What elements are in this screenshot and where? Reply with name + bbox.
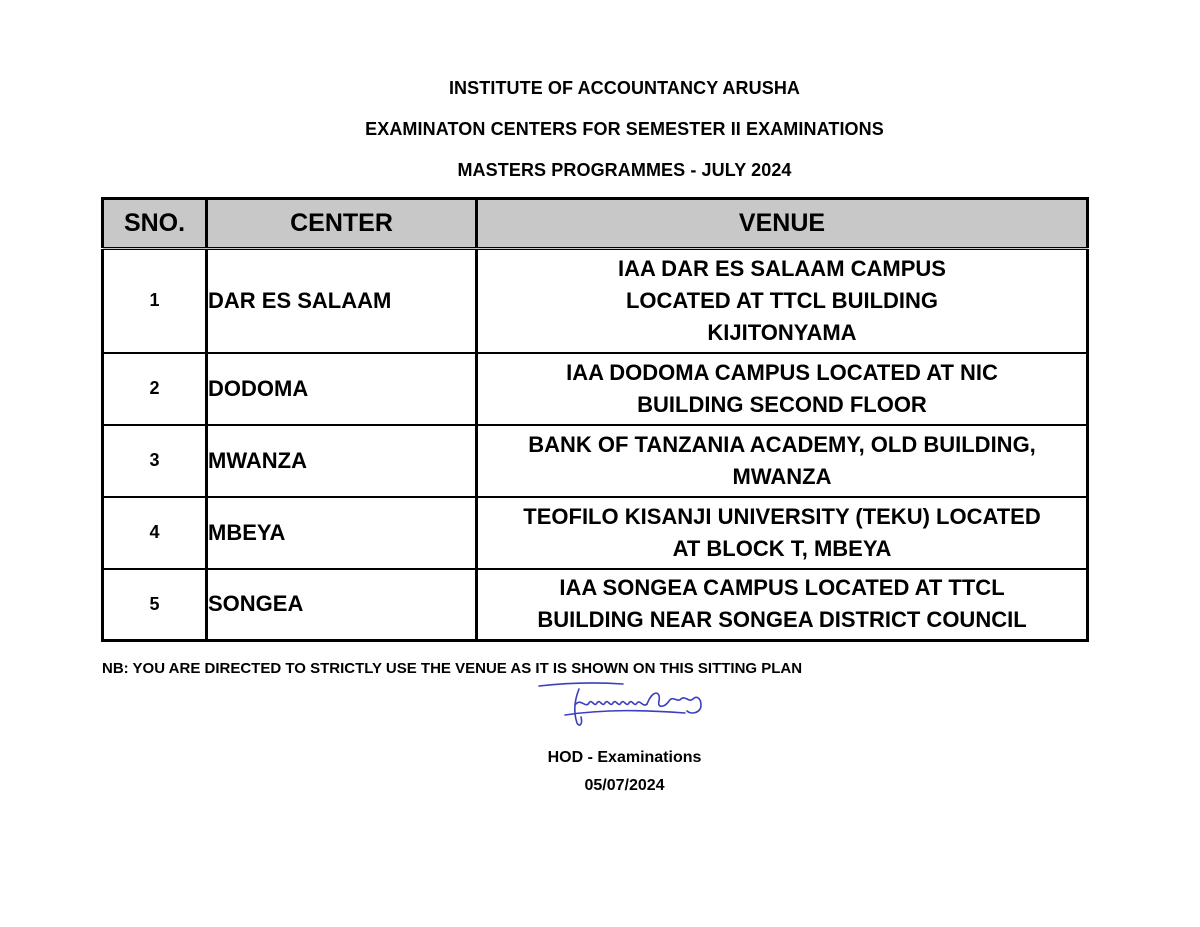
signature-image [535,677,710,735]
venue-line: BUILDING NEAR SONGEA DISTRICT COUNCIL [537,607,1027,633]
row-center: MWANZA [207,425,477,497]
venue-line: KIJITONYAMA [707,319,857,345]
column-header-center: CENTER [207,199,477,249]
table-row [103,425,1088,497]
venue-line: IAA SONGEA CAMPUS LOCATED AT TTCL [559,575,1005,601]
column-header-venue: VENUE [477,199,1088,249]
row-venue [477,249,1088,353]
row-sno: 3 [103,425,207,497]
row-venue [477,497,1088,569]
venue-line: IAA DODOMA CAMPUS LOCATED AT NIC [566,359,998,385]
row-venue [477,353,1088,425]
signer-title: HOD - Examinations [547,749,702,766]
document-subtitle: EXAMINATON CENTERS FOR SEMESTER II EXAMINATIONS [365,119,884,139]
table-row [103,353,1088,425]
venue-line: BUILDING SECOND FLOOR [637,391,927,417]
row-sno: 1 [103,249,207,353]
row-sno: 4 [103,497,207,569]
table-row [103,569,1088,641]
instruction-note: NB: YOU ARE DIRECTED TO STRICTLY USE THE VENUE AS IT IS SHOWN ON THIS SITTING PLAN [102,660,803,677]
table-header-row [103,199,1088,249]
programme-title: MASTERS PROGRAMMES - JULY 2024 [457,160,792,180]
venue-line: MWANZA [732,463,832,489]
row-center: MBEYA [207,497,477,569]
row-venue [477,425,1088,497]
venue-line: LOCATED AT TTCL BUILDING [625,287,939,313]
institution-title: INSTITUTE OF ACCOUNTANCY ARUSHA [448,78,801,98]
row-venue [477,569,1088,641]
signature-date: 05/07/2024 [584,777,665,794]
table-row [103,497,1088,569]
venue-line: TEOFILO KISANJI UNIVERSITY (TEKU) LOCATED [523,503,1041,529]
row-center: DAR ES SALAAM [207,249,477,353]
row-center: DODOMA [207,353,477,425]
exam-centers-table [101,197,1089,642]
venue-line: BANK OF TANZANIA ACADEMY, OLD BUILDING, [528,431,1036,457]
venue-line: IAA DAR ES SALAAM CAMPUS [618,255,946,281]
row-sno: 5 [103,569,207,641]
row-sno: 2 [103,353,207,425]
row-center: SONGEA [207,569,477,641]
table-row [103,249,1088,353]
venue-line: AT BLOCK T, MBEYA [672,535,892,561]
column-header-sno: SNO. [103,199,207,249]
